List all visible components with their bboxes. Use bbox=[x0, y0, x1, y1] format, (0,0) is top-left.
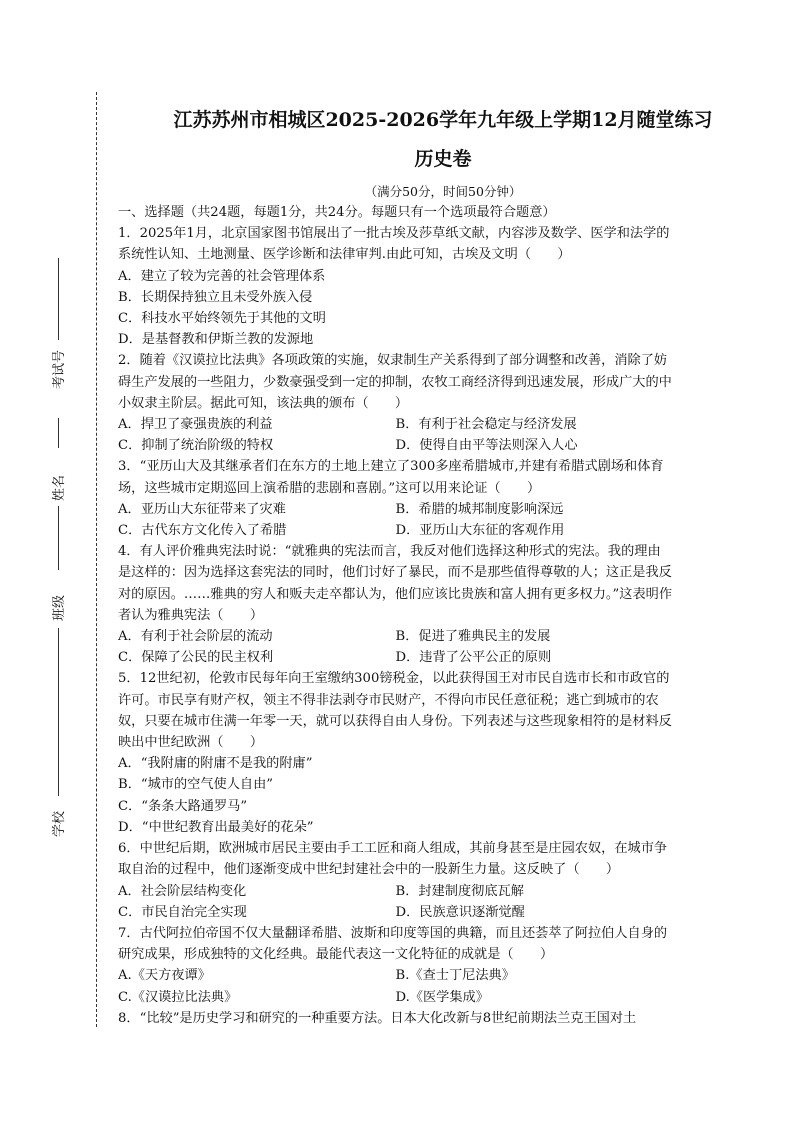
question-stem: 4．有人评价雅典宪法时说：“就雅典的宪法而言，我反对他们选择这种形式的宪法。我的理由是这样的：因为选择这套宪法的同时，他们讨好了暴民，而不是那些值得尊敬的人；这正是我反对的原因。……雅典的穷人和贩夫走卒都认为，他们应该比贵族和富人拥有更多权力。”这表明作者认为雅典宪法（ ） bbox=[118, 544, 673, 623]
name-label: 姓名 bbox=[52, 474, 67, 501]
exam-title: 江苏苏州市相城区2025-2026学年九年级上学期12月随堂练习 bbox=[173, 109, 713, 131]
question-stem: 7．古代阿拉伯帝国不仅大量翻译希腊、波斯和印度等国的典籍，而且还荟萃了阿拉伯人自身的研究成果，形成独特的文化经典。最能代表这一文化特征的成就是（ ） bbox=[118, 925, 668, 963]
question-list bbox=[118, 202, 673, 1029]
option-b: B.《查士丁尼法典》 bbox=[395, 968, 515, 984]
option-c: C．市民自治完全实现 bbox=[118, 904, 247, 920]
option-d: D．违背了公平公正的原则 bbox=[395, 650, 552, 666]
school-line bbox=[58, 628, 59, 796]
option-b: B．“城市的空气使人自由” bbox=[118, 777, 274, 793]
question-5 bbox=[118, 668, 673, 838]
option-a: A．亚历山大东征带来了灾难 bbox=[118, 501, 286, 517]
school-field bbox=[48, 628, 72, 837]
school-label: 学校 bbox=[52, 810, 67, 837]
option-c: C．抑制了统治阶级的特权 bbox=[118, 438, 274, 454]
name-line bbox=[58, 418, 59, 448]
exam-number-field bbox=[48, 258, 72, 418]
question-stem: 1．2025年1月，北京国家图书馆展出了一批古埃及莎草纸文献，内容涉及数学、医学和法学的系统性认知、土地测量、医学诊断和法律审判.由此可知，古埃及文明（ ） bbox=[118, 226, 670, 263]
question-6 bbox=[118, 838, 673, 923]
option-c: C.《汉谟拉比法典》 bbox=[118, 989, 238, 1005]
exam-subject: 历史卷 bbox=[414, 148, 472, 170]
binding-line bbox=[96, 92, 97, 1027]
option-c: C．古代东方文化传入了希腊 bbox=[118, 523, 287, 539]
option-a: A．“我附庸的附庸不是我的附庸” bbox=[118, 756, 313, 772]
section-heading: 一、选择题（共24题，每题1分，共24分。每题只有一个选项最符合题意） bbox=[118, 205, 556, 220]
option-b: B．封建制度彻底瓦解 bbox=[395, 883, 524, 899]
score-note: （满分50分，时间50分钟） bbox=[364, 184, 522, 199]
option-d: D．亚历山大东征的客观作用 bbox=[395, 523, 565, 539]
option-d: D．是基督教和伊斯兰教的发源地 bbox=[118, 332, 314, 348]
option-a: A．建立了较为完善的社会管理体系 bbox=[118, 268, 326, 284]
option-c: C．“条条大路通罗马” bbox=[118, 798, 248, 814]
question-8 bbox=[118, 1008, 673, 1029]
question-4 bbox=[118, 541, 673, 668]
option-b: B．长期保持独立且未受外族入侵 bbox=[118, 289, 313, 305]
option-c: C．保障了公民的民主权利 bbox=[118, 650, 274, 666]
question-2 bbox=[118, 350, 673, 456]
question-7 bbox=[118, 923, 673, 1008]
exam-number-line bbox=[58, 258, 59, 340]
option-c: C．科技水平始终领先于其他的文明 bbox=[118, 311, 326, 327]
class-line bbox=[58, 506, 59, 570]
option-a: A．社会阶层结构变化 bbox=[118, 883, 247, 899]
option-d: D．“中世纪教育出最美好的花朵” bbox=[118, 819, 314, 835]
option-d: D．使得自由平等法则深入人心 bbox=[395, 438, 578, 454]
option-b: B．有利于社会稳定与经济发展 bbox=[395, 417, 577, 433]
question-stem: 3．“亚历山大及其继承者们在东方的土地上建立了300多座希腊城市,并建有希腊式剧场和体育场，这些城市定期巡回上演希腊的悲剧和喜剧。”这可以用来论证（ ） bbox=[118, 459, 664, 496]
question-stem: 6．中世纪后期，欧洲城市居民主要由手工工匠和商人组成，其前身甚至是庄园农奴，在城市争取自治的过程中，他们逐渐变成中世纪封建社会中的一股新生力量。这反映了（ ） bbox=[118, 841, 668, 878]
option-b: B．促进了雅典民主的发展 bbox=[395, 629, 551, 645]
option-b: B．希腊的城邦制度影响深远 bbox=[395, 501, 564, 517]
option-d: D.《医学集成》 bbox=[395, 989, 489, 1005]
question-1 bbox=[118, 223, 673, 350]
option-d: D．民族意识逐渐觉醒 bbox=[395, 904, 525, 920]
question-3 bbox=[118, 456, 673, 541]
option-a: A.《天方夜谭》 bbox=[118, 968, 211, 984]
exam-number-label: 考试号 bbox=[52, 349, 67, 389]
question-stem: 2．随着《汉谟拉比法典》各项政策的实施，奴隶制生产关系得到了部分调整和改善，消除了妨碍生产发展的一些阻力，少数豪强受到一定的抑制，农牧工商经济得到迅速发展，形成广大的中小奴隶主阶层。据此可知，该法典的颁布（ ） bbox=[118, 353, 672, 411]
option-a: A．捍卫了豪强贵族的利益 bbox=[118, 417, 273, 433]
class-label: 班级 bbox=[52, 594, 67, 621]
question-stem: 5．12世纪初，伦敦市民每年向王室缴纳300镑税金，以此获得国王对市民自选市长和市政官的许可。市民享有财产权，领主不得非法剥夺市民财产，不得向市民任意征税；逃亡到城市的农奴，只要在城市住满一年零一天，就可以获得自由人身份。下列表述与这些现象相符的是材料反映出中世纪欧洲（ ） bbox=[118, 671, 672, 751]
question-stem: 8．“比较”是历史学习和研究的一种重要方法。日本大化改新与8世纪前期法兰克王国对土 bbox=[118, 1010, 637, 1026]
option-a: A．有利于社会阶层的流动 bbox=[118, 629, 273, 645]
